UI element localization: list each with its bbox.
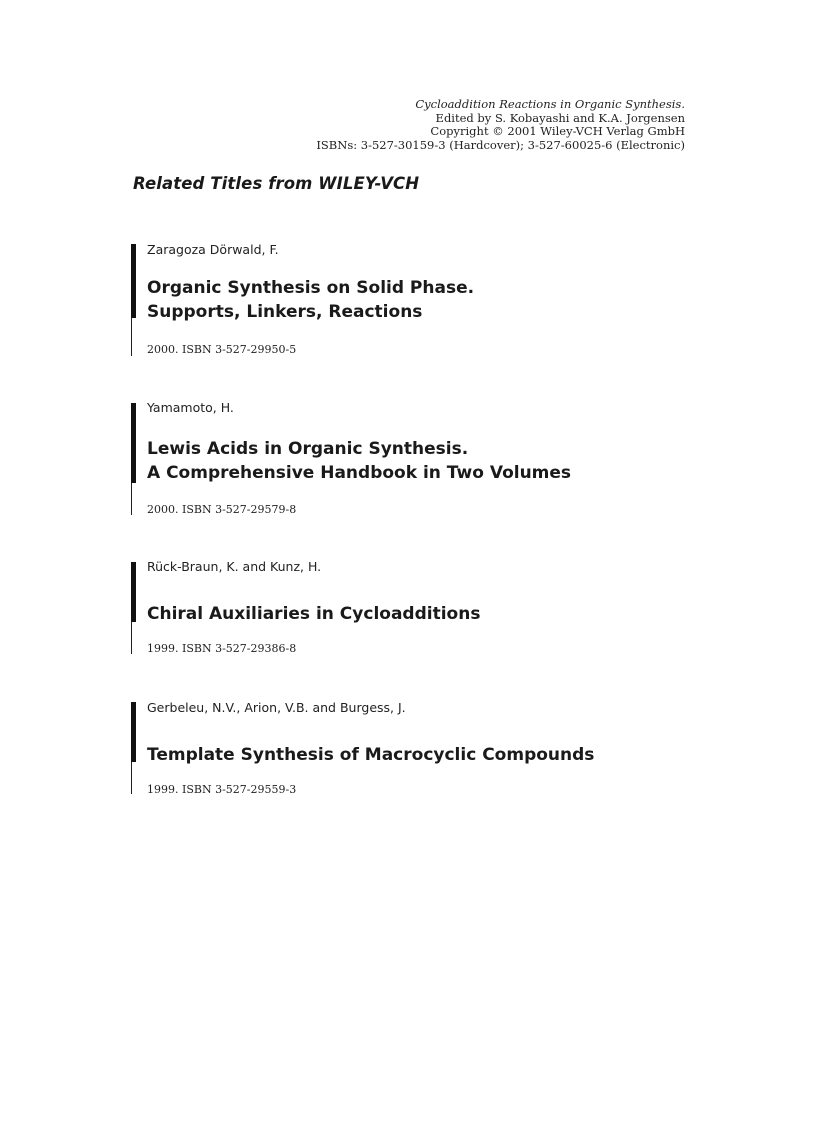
copyright-header: [185, 98, 685, 152]
editors-line: Edited by S. Kobayashi and K.A. Jorgensen: [435, 110, 685, 125]
book-title-line-2: A Comprehensive Handbook in Two Volumes: [147, 463, 572, 483]
book-title: [147, 276, 474, 324]
book-author: Zaragoza Dörwald, F.: [147, 242, 279, 257]
book-title-line-1: Lewis Acids in Organic Synthesis.: [147, 439, 469, 459]
book-author: Yamamoto, H.: [147, 400, 234, 415]
isbns-line: ISBNs: 3-527-30159-3 (Hardcover); 3-527-60025-6 (Electronic): [316, 137, 685, 152]
book-title: [147, 743, 594, 767]
book-title-line: Cycloaddition Reactions in Organic Synthesis.: [415, 97, 685, 111]
book-publication: 1999. ISBN 3-527-29559-3: [147, 783, 297, 796]
book-title-line-1: Organic Synthesis on Solid Phase.: [147, 278, 475, 298]
entry-rule-thick: [131, 702, 136, 762]
page-heading: Related Titles from WILEY-VCH: [133, 174, 420, 193]
entry-rule-thick: [131, 403, 136, 483]
book-title: [147, 437, 571, 485]
book-publication: 2000. ISBN 3-527-29579-8: [147, 503, 297, 516]
book-title-line-2: Supports, Linkers, Reactions: [147, 302, 423, 322]
book-title-line-1: Template Synthesis of Macrocyclic Compounds: [147, 745, 595, 765]
copyright-line: Copyright © 2001 Wiley-VCH Verlag GmbH: [430, 124, 685, 139]
book-publication: 2000. ISBN 3-527-29950-5: [147, 343, 297, 356]
book-entry: [131, 559, 691, 656]
book-publication: 1999. ISBN 3-527-29386-8: [147, 642, 297, 655]
entry-rule-thick: [131, 244, 136, 318]
book-entry: [131, 400, 691, 517]
book-entry: [131, 244, 691, 358]
book-entry: [131, 702, 691, 796]
entry-rule-thick: [131, 562, 136, 622]
book-title-line-1: Chiral Auxiliaries in Cycloadditions: [147, 604, 481, 624]
book-author: Rück-Braun, K. and Kunz, H.: [147, 559, 322, 574]
book-author: Gerbeleu, N.V., Arion, V.B. and Burgess, J.: [147, 700, 406, 715]
book-title: [147, 602, 480, 626]
